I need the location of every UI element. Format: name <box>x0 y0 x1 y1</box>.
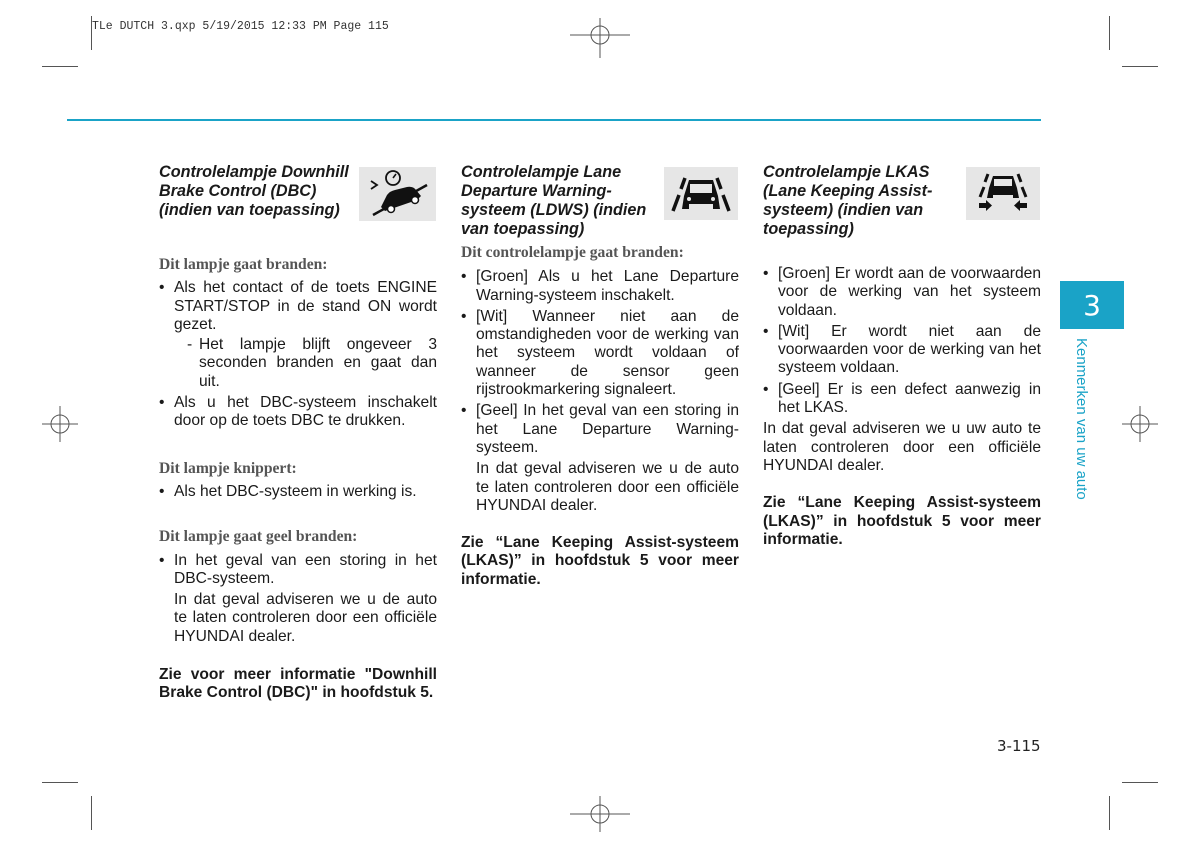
lane-departure-warning-icon <box>664 167 738 220</box>
list-item: • [Geel] Er is een defect aanwezig in het LKAS. <box>763 381 1041 418</box>
registration-mark-top <box>570 14 630 58</box>
list-item: • Als u het DBC-systeem inschakelt door op de toets DBC te drukken. <box>159 394 437 431</box>
dbc-blink-list <box>159 483 437 501</box>
chapter-tab: 3 <box>1060 281 1124 329</box>
registration-mark-left <box>40 404 80 444</box>
ldws-reference: Zie “Lane Keeping Assist-systeem (LKAS)” in hoofdstuk 5 voor meer informatie. <box>461 534 739 588</box>
downhill-brake-control-icon <box>359 167 436 221</box>
lkas-reference: Zie “Lane Keeping Assist-systeem (LKAS)” in hoofdstuk 5 voor meer informatie. <box>763 494 1041 548</box>
ldws-on-heading: Dit controlelampje gaat branden: <box>461 244 684 261</box>
chapter-side-label: Kenmerken van uw auto <box>1073 338 1090 500</box>
dbc-blink-heading: Dit lampje knippert: <box>159 459 297 477</box>
dbc-reference: Zie voor meer informatie "Downhill Brake Control (DBC)" in hoofdstuk 5. <box>159 666 437 702</box>
list-item: • [Wit] Er wordt niet aan de voorwaarden voor de werking van het systeem voldaan. <box>763 323 1041 378</box>
page-number: 3-115 <box>997 737 1041 755</box>
dbc-on-list <box>159 279 437 430</box>
ldws-note: In dat geval adviseren we u de auto te laten controleren door een officiële HYUNDAI dealer. <box>476 460 739 514</box>
dbc-title: Controlelampje Downhill Brake Control (DBC) (indien van toepassing) <box>159 163 349 219</box>
lane-keeping-assist-icon <box>966 167 1040 220</box>
header-rule <box>67 119 1041 121</box>
ldws-title: Controlelampje Lane Departure Warning-systeem (LDWS) (indien van toepassing) <box>461 163 647 238</box>
lkas-list <box>763 265 1041 417</box>
dbc-yellow-heading: Dit lampje gaat geel branden: <box>159 528 358 546</box>
dbc-yellow-list <box>159 552 437 589</box>
list-item: • Als het contact of de toets ENGINE START/STOP in de stand ON wordt gezet. - Het lampje blijft ongeveer 3 seconden branden en gaat dan uit. <box>159 279 437 391</box>
list-item: • [Geel] In het geval van een storing in het Lane Departure Warning-systeem. <box>461 402 739 457</box>
dbc-on-heading: Dit lampje gaat branden: <box>159 256 328 273</box>
list-item: • Als het DBC-systeem in werking is. <box>159 483 437 501</box>
registration-mark-right <box>1120 404 1160 444</box>
ldws-section <box>461 163 739 589</box>
lkas-title: Controlelampje LKAS (Lane Keeping Assist-systeem) (indien van toepassing) <box>763 163 933 238</box>
list-item: • [Groen] Er wordt aan de voorwaarden voor de werking van het systeem voldaan. <box>763 265 1041 320</box>
ldws-list <box>461 268 739 457</box>
lkas-section <box>763 163 1041 549</box>
print-header: TLe DUTCH 3.qxp 5/19/2015 12:33 PM Page 115 <box>92 20 389 33</box>
dbc-section <box>159 163 437 703</box>
list-item: • [Wit] Wanneer niet aan de omstandigheden voor de werking van het systeem wordt voldaan of wanneer de sensor geen rijstrookmarkering signaleert. <box>461 308 739 399</box>
list-subitem: - Het lampje blijft ongeveer 3 seconden branden en gaat dan uit. <box>187 336 437 390</box>
lkas-note: In dat geval adviseren we u uw auto te laten controleren door een officiële HYUNDAI dealer. <box>763 420 1041 474</box>
list-item: • In het geval van een storing in het DBC-systeem. <box>159 552 437 589</box>
list-item: • [Groen] Als u het Lane Departure Warning-systeem inschakelt. <box>461 268 739 305</box>
registration-mark-bottom <box>570 796 630 836</box>
dbc-yellow-note: In dat geval adviseren we u de auto te laten controleren door een officiële HYUNDAI dealer. <box>174 591 437 645</box>
